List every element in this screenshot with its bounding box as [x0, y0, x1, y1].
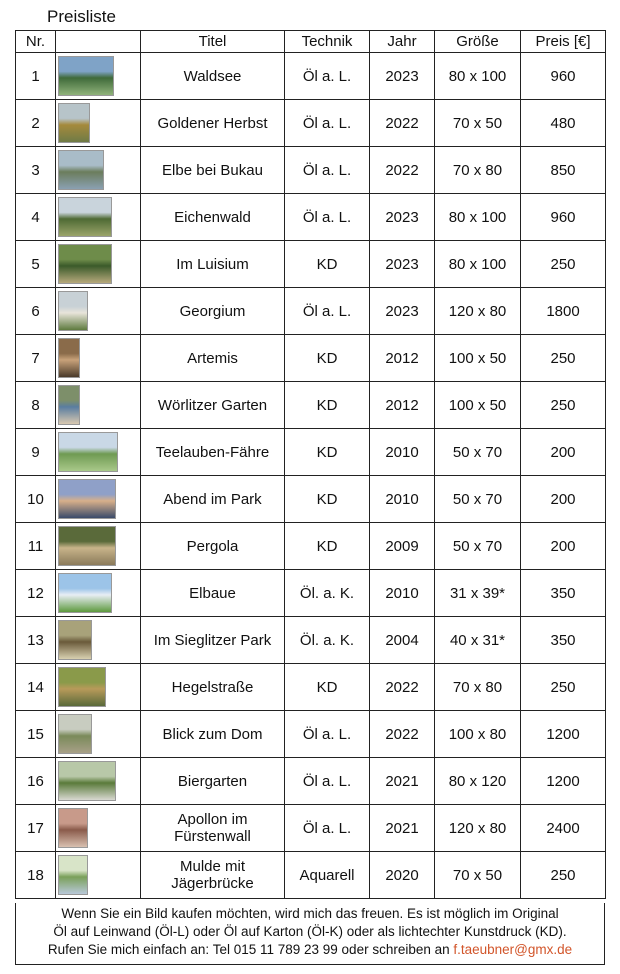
row-nr: 6 — [16, 288, 56, 335]
painting-thumbnail — [58, 667, 106, 707]
row-price: 250 — [521, 852, 606, 899]
row-technique: Öl a. L. — [285, 711, 370, 758]
row-nr: 7 — [16, 335, 56, 382]
row-technique: KD — [285, 382, 370, 429]
painting-thumbnail — [58, 761, 116, 801]
header-image — [56, 31, 141, 53]
row-nr: 12 — [16, 570, 56, 617]
row-year: 2022 — [370, 664, 435, 711]
row-nr: 16 — [16, 758, 56, 805]
row-technique: KD — [285, 335, 370, 382]
painting-thumbnail — [58, 244, 112, 284]
painting-thumbnail — [58, 291, 88, 331]
table-row — [16, 335, 606, 382]
thumbnail-cell — [56, 523, 141, 570]
table-row — [16, 476, 606, 523]
footer-line-3-text: Rufen Sie mich einfach an: Tel 015 11 789 23 99 oder schreiben an — [47, 942, 454, 957]
row-size: 70 x 80 — [435, 147, 521, 194]
row-nr: 4 — [16, 194, 56, 241]
painting-thumbnail — [58, 385, 80, 425]
row-price: 960 — [521, 194, 606, 241]
table-row — [16, 852, 606, 899]
painting-thumbnail — [58, 808, 88, 848]
thumbnail-cell — [56, 241, 141, 288]
row-nr: 5 — [16, 241, 56, 288]
header-technique: Technik — [285, 31, 370, 53]
row-size: 100 x 80 — [435, 711, 521, 758]
row-year: 2022 — [370, 147, 435, 194]
row-nr: 17 — [16, 805, 56, 852]
row-title: Eichenwald — [141, 194, 285, 241]
row-price: 1800 — [521, 288, 606, 335]
row-price: 850 — [521, 147, 606, 194]
row-nr: 10 — [16, 476, 56, 523]
painting-thumbnail — [58, 479, 116, 519]
row-technique: Öl a. L. — [285, 147, 370, 194]
table-row — [16, 241, 606, 288]
row-year: 2023 — [370, 53, 435, 100]
header-size: Größe — [435, 31, 521, 53]
table-row — [16, 617, 606, 664]
table-row — [16, 429, 606, 476]
row-technique: Aquarell — [285, 852, 370, 899]
row-year: 2022 — [370, 100, 435, 147]
row-technique: KD — [285, 241, 370, 288]
header-title: Titel — [141, 31, 285, 53]
thumbnail-cell — [56, 335, 141, 382]
painting-thumbnail — [58, 432, 118, 472]
row-year: 2023 — [370, 288, 435, 335]
row-size: 100 x 50 — [435, 335, 521, 382]
thumbnail-cell — [56, 194, 141, 241]
table-row — [16, 664, 606, 711]
thumbnail-cell — [56, 617, 141, 664]
row-price: 200 — [521, 429, 606, 476]
row-size: 80 x 120 — [435, 758, 521, 805]
email-link[interactable]: f.taeubner@gmx.de — [453, 942, 573, 957]
row-technique: KD — [285, 664, 370, 711]
table-row — [16, 382, 606, 429]
painting-thumbnail — [58, 103, 90, 143]
row-nr: 8 — [16, 382, 56, 429]
row-year: 2010 — [370, 429, 435, 476]
row-nr: 1 — [16, 53, 56, 100]
row-year: 2004 — [370, 617, 435, 664]
row-price: 960 — [521, 53, 606, 100]
row-price: 480 — [521, 100, 606, 147]
thumbnail-cell — [56, 758, 141, 805]
thumbnail-cell — [56, 805, 141, 852]
row-price: 350 — [521, 617, 606, 664]
row-price: 250 — [521, 241, 606, 288]
row-technique: KD — [285, 429, 370, 476]
row-title: Elbaue — [141, 570, 285, 617]
row-title: Blick zum Dom — [141, 711, 285, 758]
row-size: 120 x 80 — [435, 288, 521, 335]
row-year: 2010 — [370, 570, 435, 617]
row-size: 31 x 39* — [435, 570, 521, 617]
thumbnail-cell — [56, 288, 141, 335]
row-size: 50 x 70 — [435, 523, 521, 570]
header-price: Preis [€] — [521, 31, 606, 53]
row-nr: 11 — [16, 523, 56, 570]
thumbnail-cell — [56, 570, 141, 617]
row-size: 100 x 50 — [435, 382, 521, 429]
thumbnail-cell — [56, 382, 141, 429]
footer-line-2: Öl auf Leinwand (Öl-L) oder Öl auf Karton (Öl-K) oder als lichtechter Kunstdruck (KD). — [53, 924, 567, 939]
painting-thumbnail — [58, 855, 88, 895]
row-nr: 3 — [16, 147, 56, 194]
row-price: 200 — [521, 476, 606, 523]
row-technique: Öl a. L. — [285, 758, 370, 805]
page-title: Preisliste — [47, 7, 116, 26]
row-price: 250 — [521, 382, 606, 429]
row-size: 80 x 100 — [435, 241, 521, 288]
row-nr: 15 — [16, 711, 56, 758]
header-row — [16, 31, 606, 53]
header-nr: Nr. — [16, 31, 56, 53]
painting-thumbnail — [58, 338, 80, 378]
row-title: Mulde mit Jägerbrücke — [141, 852, 285, 899]
row-technique: Öl. a. K. — [285, 617, 370, 664]
thumbnail-cell — [56, 476, 141, 523]
row-technique: KD — [285, 523, 370, 570]
row-size: 70 x 50 — [435, 852, 521, 899]
row-size: 50 x 70 — [435, 476, 521, 523]
row-nr: 18 — [16, 852, 56, 899]
thumbnail-cell — [56, 53, 141, 100]
table-row — [16, 758, 606, 805]
row-title: Hegelstraße — [141, 664, 285, 711]
row-technique: Öl. a. K. — [285, 570, 370, 617]
thumbnail-cell — [56, 100, 141, 147]
table-row — [16, 288, 606, 335]
row-title: Abend im Park — [141, 476, 285, 523]
row-price: 350 — [521, 570, 606, 617]
row-size: 50 x 70 — [435, 429, 521, 476]
row-year: 2023 — [370, 241, 435, 288]
painting-thumbnail — [58, 197, 112, 237]
row-year: 2012 — [370, 335, 435, 382]
thumbnail-cell — [56, 147, 141, 194]
row-size: 120 x 80 — [435, 805, 521, 852]
painting-thumbnail — [58, 573, 112, 613]
table-row — [16, 711, 606, 758]
painting-thumbnail — [58, 620, 92, 660]
table-row — [16, 147, 606, 194]
row-year: 2010 — [370, 476, 435, 523]
row-title: Apollon im Fürstenwall — [141, 805, 285, 852]
row-size: 70 x 50 — [435, 100, 521, 147]
table-row — [16, 570, 606, 617]
row-year: 2012 — [370, 382, 435, 429]
table-row — [16, 194, 606, 241]
table-row — [16, 805, 606, 852]
thumbnail-cell — [56, 429, 141, 476]
row-size: 80 x 100 — [435, 194, 521, 241]
thumbnail-cell — [56, 664, 141, 711]
row-size: 70 x 80 — [435, 664, 521, 711]
row-title: Waldsee — [141, 53, 285, 100]
row-title: Goldener Herbst — [141, 100, 285, 147]
header-year: Jahr — [370, 31, 435, 53]
footer-line-1: Wenn Sie ein Bild kaufen möchten, wird mich das freuen. Es ist möglich im Original — [61, 906, 559, 921]
table-body — [16, 53, 606, 899]
footer-note — [15, 903, 605, 965]
row-title: Elbe bei Bukau — [141, 147, 285, 194]
row-year: 2009 — [370, 523, 435, 570]
row-year: 2022 — [370, 711, 435, 758]
row-title: Pergola — [141, 523, 285, 570]
row-technique: Öl a. L. — [285, 194, 370, 241]
row-nr: 13 — [16, 617, 56, 664]
row-year: 2020 — [370, 852, 435, 899]
row-price: 1200 — [521, 758, 606, 805]
row-price: 250 — [521, 664, 606, 711]
row-technique: Öl a. L. — [285, 100, 370, 147]
thumbnail-cell — [56, 852, 141, 899]
row-size: 40 x 31* — [435, 617, 521, 664]
painting-thumbnail — [58, 56, 114, 96]
row-year: 2021 — [370, 805, 435, 852]
painting-thumbnail — [58, 150, 104, 190]
row-nr: 9 — [16, 429, 56, 476]
painting-thumbnail — [58, 526, 116, 566]
row-nr: 14 — [16, 664, 56, 711]
row-technique: Öl a. L. — [285, 53, 370, 100]
row-nr: 2 — [16, 100, 56, 147]
price-table — [15, 30, 606, 899]
thumbnail-cell — [56, 711, 141, 758]
row-title: Im Sieglitzer Park — [141, 617, 285, 664]
table-row — [16, 523, 606, 570]
painting-thumbnail — [58, 714, 92, 754]
row-title: Wörlitzer Garten — [141, 382, 285, 429]
footer-line-3 — [16, 941, 604, 959]
row-technique: Öl a. L. — [285, 805, 370, 852]
row-year: 2021 — [370, 758, 435, 805]
row-price: 200 — [521, 523, 606, 570]
row-title: Teelauben-Fähre — [141, 429, 285, 476]
row-technique: KD — [285, 476, 370, 523]
row-title: Artemis — [141, 335, 285, 382]
row-year: 2023 — [370, 194, 435, 241]
row-technique: Öl a. L. — [285, 288, 370, 335]
row-title: Biergarten — [141, 758, 285, 805]
table-row — [16, 53, 606, 100]
table-row — [16, 100, 606, 147]
row-price: 250 — [521, 335, 606, 382]
row-title: Im Luisium — [141, 241, 285, 288]
row-price: 2400 — [521, 805, 606, 852]
row-price: 1200 — [521, 711, 606, 758]
row-size: 80 x 100 — [435, 53, 521, 100]
row-title: Georgium — [141, 288, 285, 335]
